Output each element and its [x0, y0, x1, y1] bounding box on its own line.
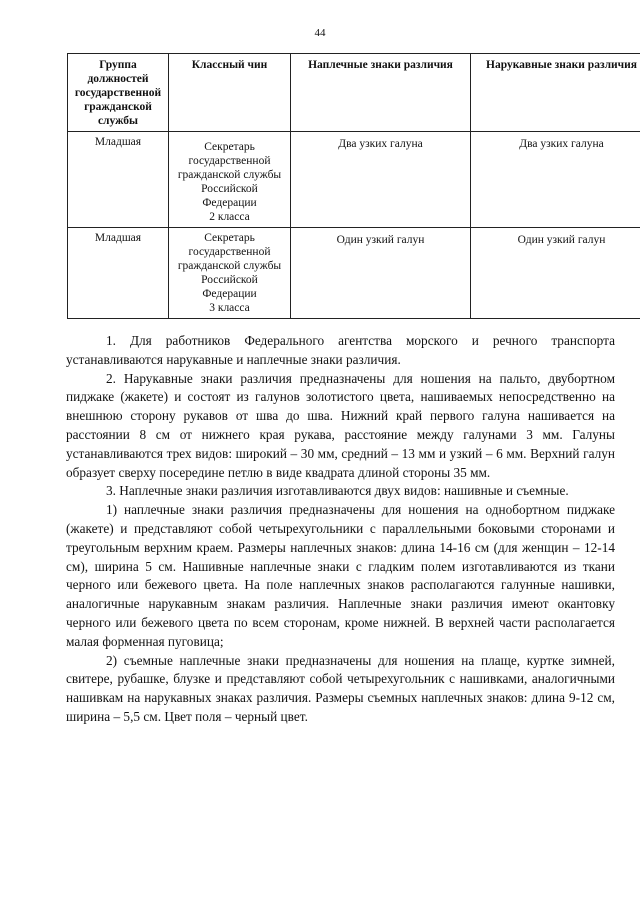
rank-line: государственной [188, 246, 271, 258]
cell-position-group: Младшая [68, 228, 169, 319]
rank-line: гражданской службы [177, 169, 282, 181]
rank-line: гражданской службы [177, 260, 282, 272]
table-header-row [68, 54, 640, 132]
table-row [68, 132, 640, 228]
page-number: 44 [314, 27, 326, 39]
rank-line: государственной [188, 155, 271, 167]
cell-position-group: Младшая [68, 132, 169, 228]
cell-sleeve-insignia: Два узких галуна [471, 132, 640, 228]
header-sleeve-insignia: Нарукавные знаки различия [471, 54, 640, 132]
cell-class-rank [169, 132, 291, 228]
rank-line: Федерации [202, 197, 257, 209]
cell-shoulder-insignia: Один узкий галун [291, 228, 471, 319]
paragraph-3: 3. Наплечные знаки различия изготавливаются двух видов: нашивные и съемные. [106, 483, 569, 499]
table-row [68, 228, 640, 319]
insignia-table [67, 53, 640, 319]
header-position-group: Группа должностей государственной гражданской службы [68, 54, 169, 132]
header-shoulder-insignia: Наплечные знаки различия [291, 54, 471, 132]
cell-shoulder-insignia: Два узких галуна [291, 132, 471, 228]
cell-class-rank [169, 228, 291, 319]
paragraph-3-1: 1) наплечные знаки различия предназначены для ношения на однобортном пиджаке (жакете) и представляют собой четырехугольники с параллельными боковыми сторонами и треугольным верхним краем. Размеры наплечных знаков: длина 14-16 см (для женщин – 12-14 см), ширина 5 см. Нашивные наплечные знаки с гладким полем изготавливаются из ткани черного или бежевого цвета. На поле наплечных знаков располагаются галунные нашивки, аналогичные нарукавным знакам различия. Наплечные знаки различия имеют окантовку черного или бежевого цвета по всем сторонам, кроме нижней. В верхней части располагается малая форменная пуговица; [66, 502, 615, 649]
rank-line: Федерации [202, 288, 257, 300]
paragraph-2: 2. Нарукавные знаки различия предназначены для ношения на пальто, двубортном пиджаке (жакете) и состоят из галунов золотистого цвета, нашиваемых непосредственно на внешнюю сторону рукавов от шва до шва. Нижний край первого галуна нашивается на расстоянии 8 см от нижнего края рукава, расстояние между галунами 3 мм. Галуны устанавливаются трех видов: широкий – 30 мм, средний – 13 мм и узкий – 6 мм. Верхний галун образует сверху посередине петлю в виде квадрата длиной стороны 35 мм. [66, 370, 615, 480]
rank-line: Секретарь [204, 141, 255, 153]
header-class-rank: Классный чин [169, 54, 291, 132]
paragraph-3-2: 2) съемные наплечные знаки предназначены для ношения на плаще, куртке зимней, свитере, рубашке, блузке и представляют собой четырехугольник с нашивками, аналогичными нашивкам на нарукавных знаках различия. Размеры съемных наплечных знаков: длина 9-12 см, ширина – 5,5 см. Цвет поля – черный цвет. [66, 652, 615, 724]
rank-line: 2 класса [209, 211, 250, 223]
rank-line: Российской [201, 183, 258, 195]
document-body [66, 332, 615, 727]
paragraph-1: 1. Для работников Федерального агентства морского и речного транспорта устанавливаются нарукавные и наплечные знаки различия. [66, 333, 615, 367]
cell-sleeve-insignia: Один узкий галун [471, 228, 640, 319]
rank-line: Секретарь [204, 232, 255, 244]
rank-line: 3 класса [209, 302, 250, 314]
rank-line: Российской [201, 274, 258, 286]
